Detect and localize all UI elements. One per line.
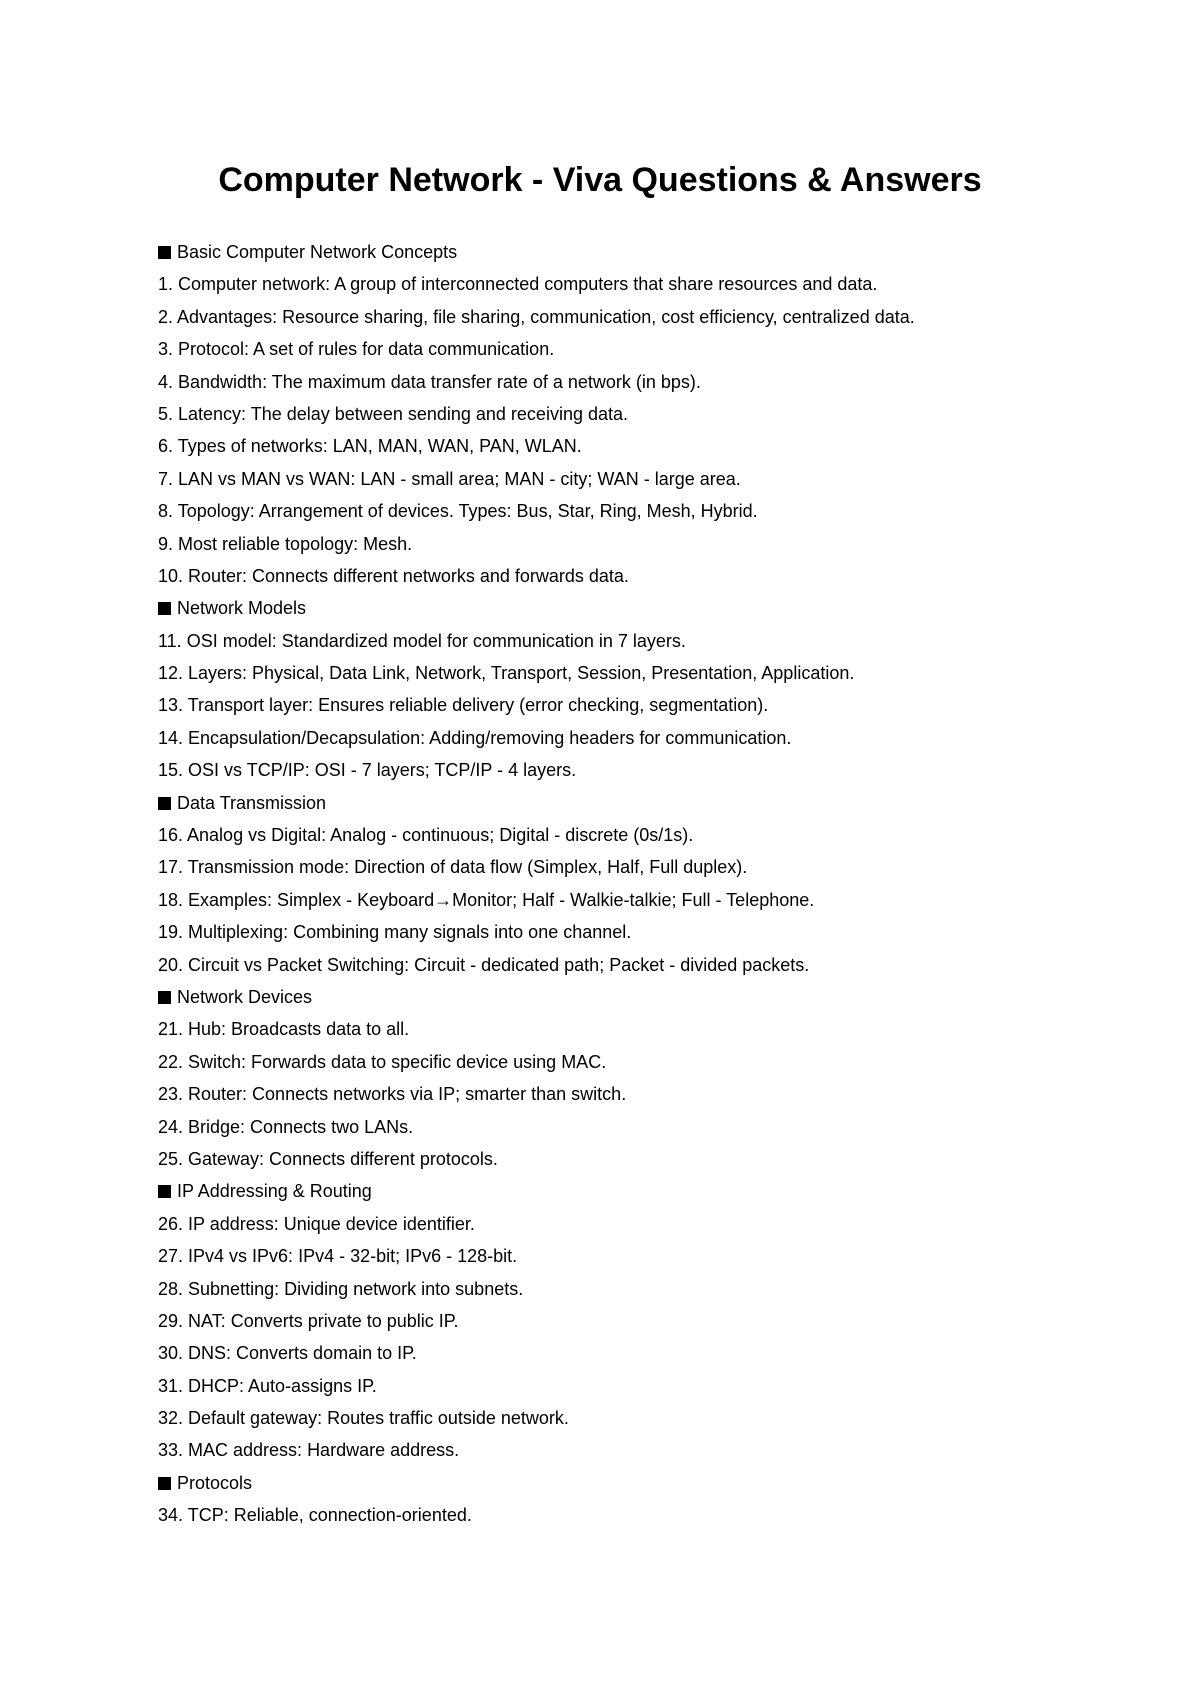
qa-list (158, 236, 1058, 1532)
section-heading (158, 592, 1058, 624)
qa-item: 13. Transport layer: Ensures reliable delivery (error checking, segmentation). (158, 695, 769, 716)
qa-item: 1. Computer network: A group of interconnected computers that share resources and data. (158, 274, 878, 295)
square-bullet-icon (158, 797, 171, 810)
square-bullet-icon (158, 991, 171, 1004)
square-bullet-icon (158, 246, 171, 259)
qa-item: 6. Types of networks: LAN, MAN, WAN, PAN, WLAN. (158, 436, 582, 457)
section-heading-text: IP Addressing & Routing (177, 1181, 372, 1202)
qa-item: 11. OSI model: Standardized model for communication in 7 layers. (158, 630, 686, 651)
qa-item: 30. DNS: Converts domain to IP. (158, 1343, 417, 1364)
qa-item: 5. Latency: The delay between sending and receiving data. (158, 403, 628, 424)
qa-item: 17. Transmission mode: Direction of data flow (Simplex, Half, Full duplex). (158, 857, 748, 878)
section-heading (158, 1175, 1058, 1207)
qa-item: 33. MAC address: Hardware address. (158, 1440, 460, 1461)
qa-item: 26. IP address: Unique device identifier. (158, 1213, 475, 1234)
qa-item: 32. Default gateway: Routes traffic outside network. (158, 1408, 569, 1429)
section-heading-text: Network Devices (177, 986, 313, 1007)
section-heading (158, 236, 1058, 268)
qa-item: 25. Gateway: Connects different protocols. (158, 1148, 498, 1169)
qa-item: 20. Circuit vs Packet Switching: Circuit - dedicated path; Packet - divided packets. (158, 954, 810, 975)
qa-item: 19. Multiplexing: Combining many signals into one channel. (158, 922, 632, 943)
square-bullet-icon (158, 1185, 171, 1198)
qa-item: 28. Subnetting: Dividing network into subnets. (158, 1278, 524, 1299)
page-title: Computer Network - Viva Questions & Answers (218, 161, 982, 199)
section-heading (158, 981, 1058, 1013)
qa-item: 8. Topology: Arrangement of devices. Types: Bus, Star, Ring, Mesh, Hybrid. (158, 501, 758, 522)
section-heading-text: Basic Computer Network Concepts (177, 242, 458, 262)
qa-item: 34. TCP: Reliable, connection-oriented. (158, 1505, 472, 1526)
square-bullet-icon (158, 602, 171, 615)
qa-item: 31. DHCP: Auto-assigns IP. (158, 1375, 377, 1396)
qa-item: 21. Hub: Broadcasts data to all. (158, 1019, 410, 1040)
qa-item: 9. Most reliable topology: Mesh. (158, 533, 413, 554)
qa-item: 2. Advantages: Resource sharing, file sharing, communication, cost efficiency, centralized data. (158, 306, 915, 327)
qa-item: 3. Protocol: A set of rules for data communication. (158, 339, 555, 360)
qa-item: 24. Bridge: Connects two LANs. (158, 1116, 414, 1137)
qa-item: 12. Layers: Physical, Data Link, Network, Transport, Session, Presentation, Application. (158, 663, 855, 684)
qa-item: 29. NAT: Converts private to public IP. (158, 1310, 459, 1331)
qa-item: 4. Bandwidth: The maximum data transfer rate of a network (in bps). (158, 371, 701, 392)
qa-item: 7. LAN vs MAN vs WAN: LAN - small area; MAN - city; WAN - large area. (158, 468, 741, 489)
section-heading-text: Network Models (177, 598, 307, 619)
qa-item: 10. Router: Connects different networks and forwards data. (158, 565, 629, 586)
qa-item: 18. Examples: Simplex - Keyboard→Monitor; Half - Walkie-talkie; Full - Telephone. (158, 889, 815, 910)
qa-item: 16. Analog vs Digital: Analog - continuous; Digital - discrete (0s/1s). (158, 825, 694, 846)
section-heading (158, 1467, 1058, 1499)
qa-item: 15. OSI vs TCP/IP: OSI - 7 layers; TCP/IP - 4 layers. (158, 760, 577, 781)
qa-item: 22. Switch: Forwards data to specific device using MAC. (158, 1051, 607, 1072)
qa-item: 23. Router: Connects networks via IP; smarter than switch. (158, 1084, 627, 1105)
qa-item: 27. IPv4 vs IPv6: IPv4 - 32-bit; IPv6 - 128-bit. (158, 1246, 518, 1267)
section-heading-text: Data Transmission (177, 792, 327, 813)
qa-item: 14. Encapsulation/Decapsulation: Adding/removing headers for communication. (158, 727, 792, 748)
section-heading-text: Protocols (177, 1472, 253, 1493)
section-heading (158, 787, 1058, 819)
square-bullet-icon (158, 1477, 171, 1490)
